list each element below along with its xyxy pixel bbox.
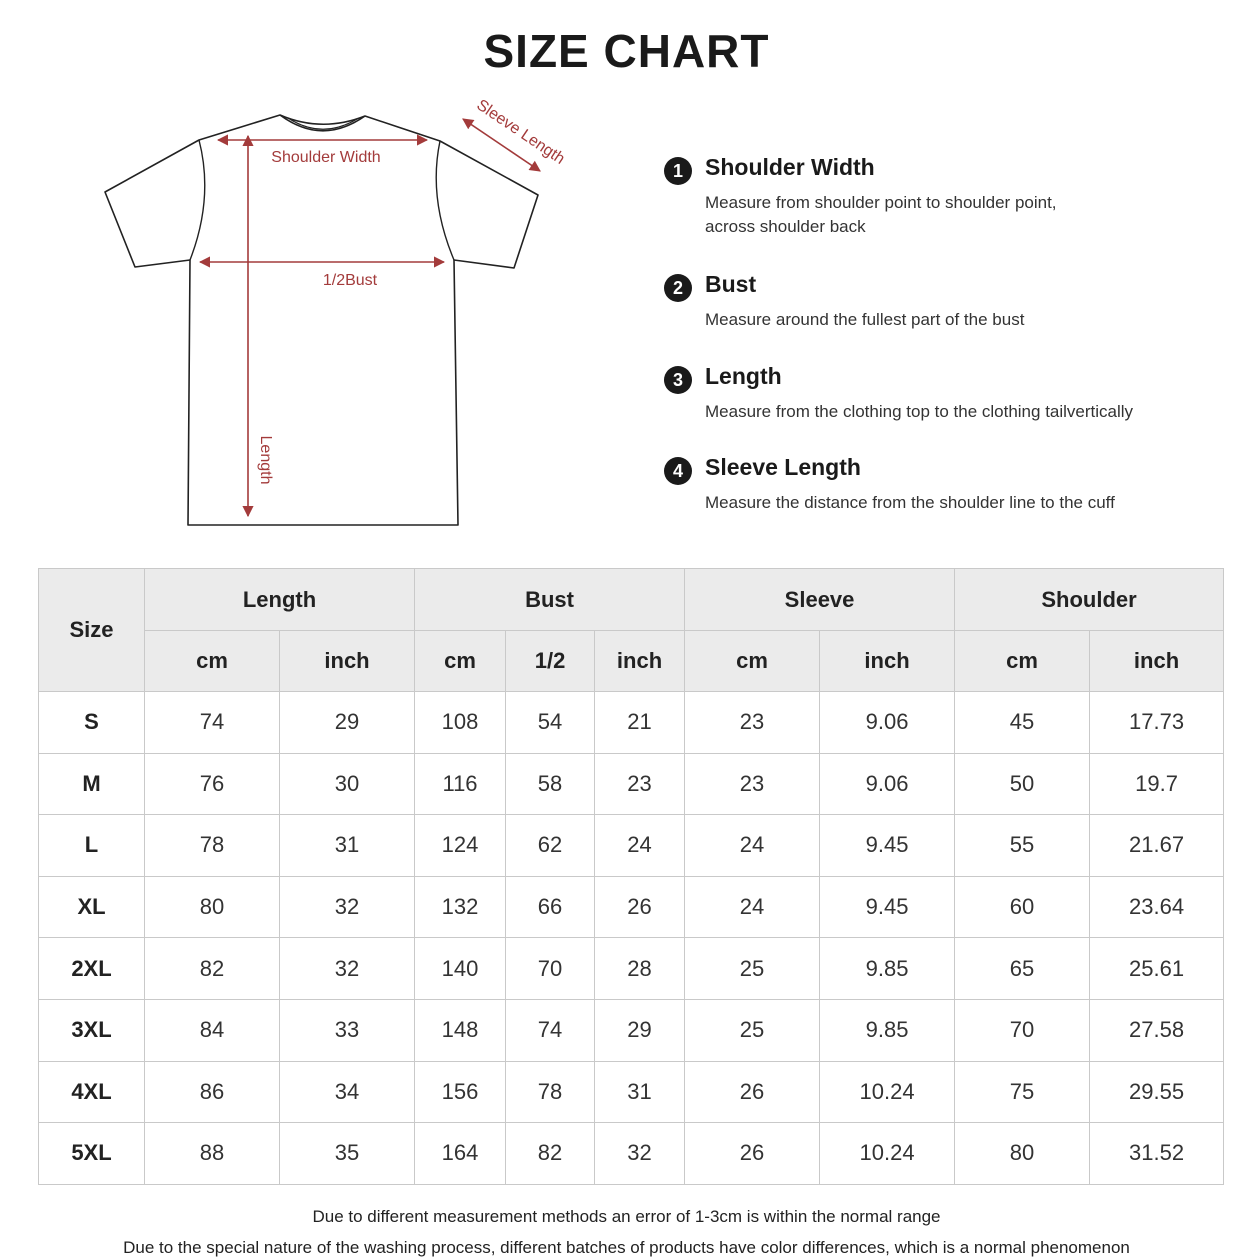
value-cell: 65: [955, 938, 1090, 1000]
value-cell: 32: [280, 876, 415, 938]
value-cell: 29: [595, 999, 685, 1061]
table-row: [39, 1123, 1224, 1185]
value-cell: 140: [415, 938, 506, 1000]
value-cell: 66: [506, 876, 595, 938]
value-cell: 124: [415, 815, 506, 877]
value-cell: 86: [145, 1061, 280, 1123]
value-cell: 23: [685, 753, 820, 815]
value-cell: 26: [595, 876, 685, 938]
value-cell: 88: [145, 1123, 280, 1185]
value-cell: 9.06: [820, 692, 955, 754]
value-cell: 33: [280, 999, 415, 1061]
guide-heading: Length: [705, 363, 782, 389]
guide-description: Measure from the clothing top to the clothing tailvertically: [705, 402, 1134, 421]
size-cell: 3XL: [39, 999, 145, 1061]
measurement-guide: [664, 154, 1224, 524]
value-cell: 9.85: [820, 999, 955, 1061]
group-header-shoulder: Shoulder: [955, 569, 1224, 631]
tshirt-diagram: [100, 88, 580, 533]
value-cell: 31: [280, 815, 415, 877]
value-cell: 9.85: [820, 938, 955, 1000]
guide-heading: Shoulder Width: [705, 154, 875, 180]
value-cell: 21: [595, 692, 685, 754]
value-cell: 26: [685, 1123, 820, 1185]
guide-item-bust: [664, 271, 1224, 363]
value-cell: 27.58: [1090, 999, 1224, 1061]
guide-item-length: [664, 363, 1224, 454]
value-cell: 25.61: [1090, 938, 1224, 1000]
value-cell: 156: [415, 1061, 506, 1123]
value-cell: 50: [955, 753, 1090, 815]
value-cell: 164: [415, 1123, 506, 1185]
number-badge: 1: [664, 157, 692, 185]
unit-header: cm: [955, 631, 1090, 692]
number-badge: 2: [664, 274, 692, 302]
guide-item-shoulder-width: [664, 154, 1224, 271]
note-measurement-error: Due to different measurement methods an error of 1-3cm is within the normal range: [312, 1207, 941, 1226]
value-cell: 108: [415, 692, 506, 754]
value-cell: 31: [595, 1061, 685, 1123]
size-cell: 5XL: [39, 1123, 145, 1185]
group-header-sleeve: Sleeve: [685, 569, 955, 631]
size-table: [38, 568, 1224, 1185]
page-title: SIZE CHART: [483, 25, 770, 77]
group-header-bust: Bust: [415, 569, 685, 631]
value-cell: 80: [955, 1123, 1090, 1185]
value-cell: 82: [145, 938, 280, 1000]
guide-description: Measure from shoulder point to shoulder point, across shoulder back: [705, 193, 1057, 236]
value-cell: 148: [415, 999, 506, 1061]
unit-header: cm: [685, 631, 820, 692]
value-cell: 29: [280, 692, 415, 754]
value-cell: 116: [415, 753, 506, 815]
guide-heading: Sleeve Length: [705, 454, 861, 480]
unit-header: inch: [1090, 631, 1224, 692]
value-cell: 24: [685, 876, 820, 938]
value-cell: 9.45: [820, 876, 955, 938]
value-cell: 62: [506, 815, 595, 877]
unit-header: 1/2: [506, 631, 595, 692]
value-cell: 25: [685, 999, 820, 1061]
guide-heading: Bust: [705, 271, 757, 297]
value-cell: 19.7: [1090, 753, 1224, 815]
unit-header: cm: [415, 631, 506, 692]
value-cell: 26: [685, 1061, 820, 1123]
value-cell: 58: [506, 753, 595, 815]
label-shoulder-width: Shoulder Width: [271, 149, 381, 166]
number-badge: 4: [664, 457, 692, 485]
value-cell: 23: [685, 692, 820, 754]
note-color-difference: Due to the special nature of the washing process, different batches of products have color differences, which is a normal phenomenon: [123, 1238, 1130, 1257]
value-cell: 76: [145, 753, 280, 815]
value-cell: 21.67: [1090, 815, 1224, 877]
table-row: [39, 938, 1224, 1000]
size-cell: L: [39, 815, 145, 877]
value-cell: 74: [506, 999, 595, 1061]
table-row: [39, 999, 1224, 1061]
value-cell: 17.73: [1090, 692, 1224, 754]
size-cell: XL: [39, 876, 145, 938]
value-cell: 78: [506, 1061, 595, 1123]
value-cell: 9.45: [820, 815, 955, 877]
value-cell: 9.06: [820, 753, 955, 815]
value-cell: 23: [595, 753, 685, 815]
value-cell: 29.55: [1090, 1061, 1224, 1123]
value-cell: 35: [280, 1123, 415, 1185]
table-row: [39, 692, 1224, 754]
value-cell: 25: [685, 938, 820, 1000]
label-half-bust: 1/2Bust: [322, 272, 378, 289]
size-cell: 2XL: [39, 938, 145, 1000]
size-header: Size: [39, 569, 145, 692]
value-cell: 132: [415, 876, 506, 938]
table-row: [39, 753, 1224, 815]
value-cell: 45: [955, 692, 1090, 754]
value-cell: 28: [595, 938, 685, 1000]
table-row: [39, 1061, 1224, 1123]
value-cell: 60: [955, 876, 1090, 938]
guide-item-sleeve-length: [664, 454, 1224, 524]
size-cell: 4XL: [39, 1061, 145, 1123]
unit-header: inch: [280, 631, 415, 692]
size-cell: S: [39, 692, 145, 754]
unit-header: inch: [595, 631, 685, 692]
value-cell: 78: [145, 815, 280, 877]
guide-description: Measure around the fullest part of the bust: [705, 310, 1025, 329]
value-cell: 55: [955, 815, 1090, 877]
value-cell: 70: [506, 938, 595, 1000]
label-sleeve-length: Sleeve Length: [473, 96, 568, 168]
value-cell: 23.64: [1090, 876, 1224, 938]
value-cell: 24: [685, 815, 820, 877]
value-cell: 10.24: [820, 1061, 955, 1123]
tshirt-outline: [105, 115, 538, 525]
value-cell: 74: [145, 692, 280, 754]
unit-header: cm: [145, 631, 280, 692]
value-cell: 82: [506, 1123, 595, 1185]
value-cell: 30: [280, 753, 415, 815]
value-cell: 34: [280, 1061, 415, 1123]
label-length: Length: [257, 435, 274, 485]
value-cell: 24: [595, 815, 685, 877]
value-cell: 54: [506, 692, 595, 754]
table-row: [39, 876, 1224, 938]
value-cell: 84: [145, 999, 280, 1061]
table-row: [39, 815, 1224, 877]
group-header-length: Length: [145, 569, 415, 631]
value-cell: 80: [145, 876, 280, 938]
unit-header: inch: [820, 631, 955, 692]
value-cell: 75: [955, 1061, 1090, 1123]
guide-description: Measure the distance from the shoulder line to the cuff: [705, 493, 1115, 512]
number-badge: 3: [664, 366, 692, 394]
value-cell: 10.24: [820, 1123, 955, 1185]
size-cell: M: [39, 753, 145, 815]
value-cell: 32: [595, 1123, 685, 1185]
value-cell: 31.52: [1090, 1123, 1224, 1185]
value-cell: 32: [280, 938, 415, 1000]
value-cell: 70: [955, 999, 1090, 1061]
